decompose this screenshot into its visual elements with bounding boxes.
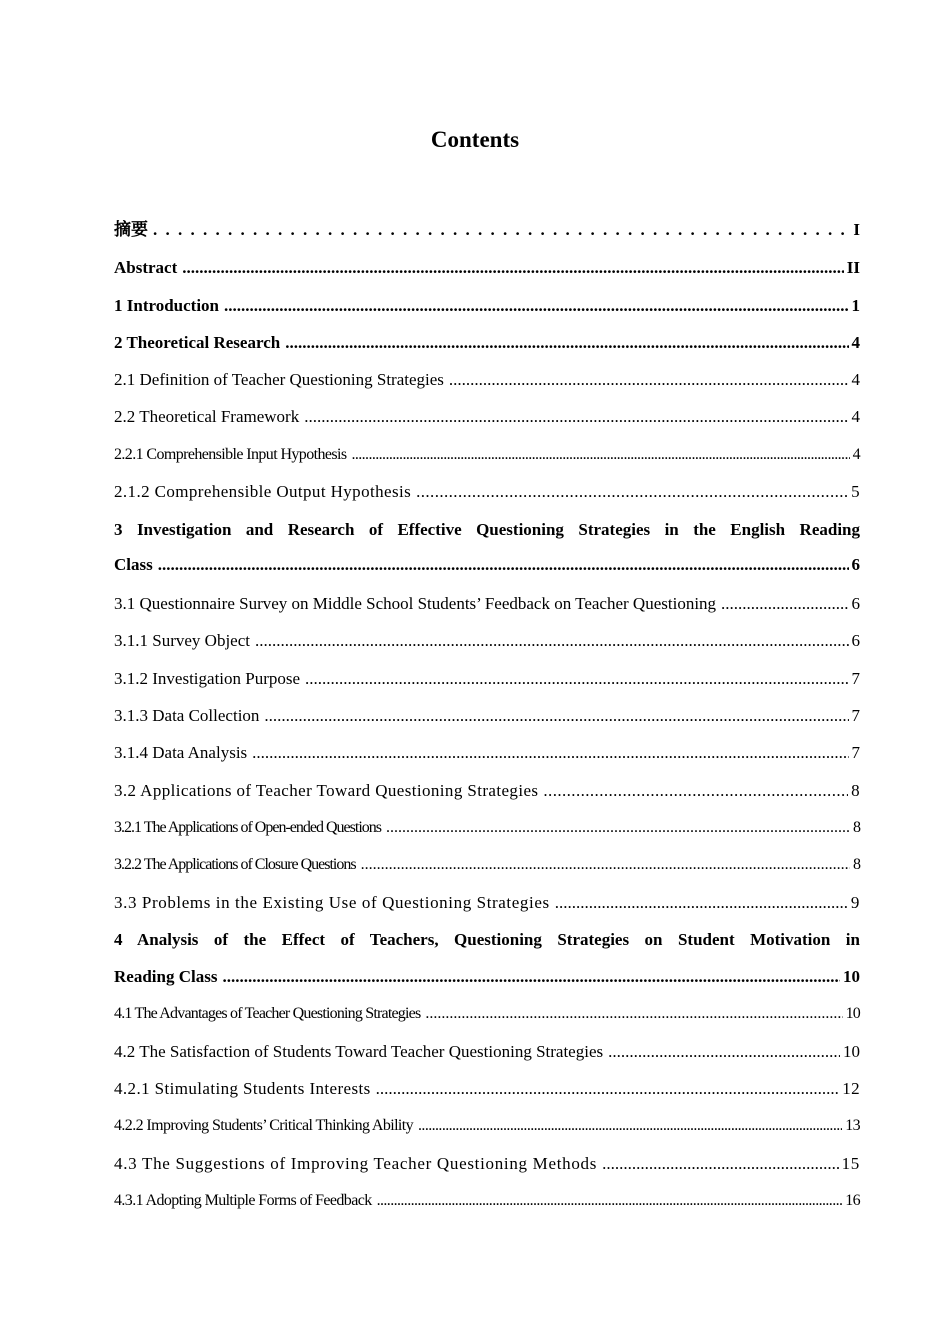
toc-entry-page: 6 bbox=[851, 594, 860, 613]
dot-leader bbox=[416, 481, 848, 503]
toc-entry-page: 15 bbox=[841, 1154, 860, 1173]
dot-leader bbox=[222, 966, 840, 988]
toc-entry-page: 16 bbox=[845, 1192, 860, 1209]
toc-entry-page: 8 bbox=[853, 856, 860, 873]
dot-leader bbox=[153, 219, 850, 241]
dot-leader bbox=[555, 892, 848, 914]
dot-leader bbox=[252, 742, 848, 764]
dot-leader bbox=[418, 1115, 842, 1137]
dot-leader bbox=[285, 332, 848, 354]
toc-entry-label: Abstract bbox=[114, 258, 178, 277]
toc-entry-label: 3.3 Problems in the Existing Use of Questioning Strategies bbox=[114, 893, 550, 912]
toc-entry-page: 10 bbox=[845, 1005, 860, 1022]
toc-entry-3-1-3[interactable] bbox=[114, 705, 860, 727]
toc-entry-page: 1 bbox=[851, 296, 860, 315]
toc-entry-3-1-1[interactable] bbox=[114, 630, 860, 652]
toc-entry-label: 3.2.2 The Applications of Closure Questions bbox=[114, 856, 356, 873]
toc-entry-4-3-1[interactable] bbox=[114, 1190, 860, 1212]
toc-entry-label: 3.1.1 Survey Object bbox=[114, 631, 250, 650]
toc-entry-label: 3.1.3 Data Collection bbox=[114, 706, 260, 725]
dot-leader bbox=[224, 295, 848, 317]
toc-entry-label: 3.2 Applications of Teacher Toward Questioning Strategies bbox=[114, 781, 539, 800]
toc-entry-3-1-2[interactable] bbox=[114, 668, 860, 690]
dot-leader bbox=[386, 817, 850, 839]
toc-entry-page: 8 bbox=[851, 781, 860, 800]
toc-entry-label: 3.2.1 The Applications of Open-ended Questions bbox=[114, 819, 381, 836]
toc-entry-label: 3.1 Questionnaire Survey on Middle School Students’ Feedback on Teacher Questioning bbox=[114, 594, 717, 613]
toc-entry-4-2-1[interactable] bbox=[114, 1078, 860, 1100]
dot-leader bbox=[264, 705, 848, 727]
toc-entry-page: 10 bbox=[843, 967, 860, 986]
dot-leader bbox=[305, 668, 848, 690]
toc-entry-4-2[interactable] bbox=[114, 1041, 860, 1063]
toc-entry-label: 2.1.2 Comprehensible Output Hypothesis bbox=[114, 482, 412, 501]
dot-leader bbox=[425, 1003, 842, 1025]
toc-entry-3-2[interactable] bbox=[114, 780, 860, 802]
toc-entry-page: 4 bbox=[851, 370, 860, 389]
toc-entry-3-1-4[interactable] bbox=[114, 742, 860, 764]
toc-entry-page: 4 bbox=[851, 333, 860, 352]
dot-leader bbox=[158, 554, 849, 576]
toc-entry-page: 4 bbox=[852, 446, 860, 463]
toc-entry-label: 4.3 The Suggestions of Improving Teacher Questioning Methods bbox=[114, 1154, 598, 1173]
dot-leader bbox=[351, 444, 849, 466]
toc-entry-3-2-2[interactable] bbox=[114, 854, 860, 876]
toc-entry-3-3[interactable] bbox=[114, 892, 860, 914]
toc-entry-label: Reading Class bbox=[114, 967, 218, 986]
toc-entry-label: 2.2 Theoretical Framework bbox=[114, 407, 300, 426]
toc-entry-label: 1 Introduction bbox=[114, 296, 220, 315]
toc-entry-page: 9 bbox=[850, 893, 860, 912]
dot-leader bbox=[602, 1153, 839, 1175]
dot-leader bbox=[304, 406, 848, 428]
toc-entry-page: 7 bbox=[851, 706, 860, 725]
toc-entry-2-1[interactable] bbox=[114, 369, 860, 391]
toc-entry-3-2-1[interactable] bbox=[114, 817, 860, 839]
toc-entry-page: 7 bbox=[851, 743, 860, 762]
dot-leader bbox=[361, 854, 850, 876]
toc-entry-introduction[interactable] bbox=[114, 295, 860, 317]
toc-entry-label: 3.1.2 Investigation Purpose bbox=[114, 669, 301, 688]
toc-entry-label: 4.2.2 Improving Students’ Critical Thinking Ability bbox=[114, 1117, 414, 1134]
toc-entry-2-2[interactable] bbox=[114, 406, 860, 428]
toc-entry-page: 5 bbox=[851, 482, 860, 501]
dot-leader bbox=[376, 1078, 840, 1100]
toc-entry-label: 4.3.1 Adopting Multiple Forms of Feedback bbox=[114, 1192, 372, 1209]
toc-entry-page: 10 bbox=[843, 1042, 860, 1061]
dot-leader bbox=[608, 1041, 840, 1063]
toc-entry-abstract-chinese[interactable] bbox=[114, 219, 860, 241]
toc-entry-label: 4.2 The Satisfaction of Students Toward Teacher Questioning Strategies bbox=[114, 1042, 604, 1061]
dot-leader bbox=[721, 593, 848, 615]
toc-entry-label: Class bbox=[114, 555, 153, 574]
toc-entry-4-2-2[interactable] bbox=[114, 1115, 860, 1137]
dot-leader bbox=[543, 780, 848, 802]
toc-entry-2-1-2[interactable] bbox=[114, 481, 860, 503]
toc-entry-theoretical-research[interactable] bbox=[114, 332, 860, 354]
toc-entry-abstract[interactable] bbox=[114, 257, 860, 279]
dot-leader bbox=[377, 1190, 843, 1212]
toc-entry-4-1[interactable] bbox=[114, 1003, 860, 1025]
toc-entry-page: I bbox=[853, 220, 860, 239]
toc-entry-label: 2 Theoretical Research bbox=[114, 333, 281, 352]
toc-entry-label: 4.2.1 Stimulating Students Interests bbox=[114, 1079, 371, 1098]
dot-leader bbox=[182, 257, 844, 279]
toc-entry-page: 12 bbox=[842, 1079, 860, 1098]
toc-entry-page: 4 bbox=[851, 407, 860, 426]
toc-entry-page: 6 bbox=[851, 631, 860, 650]
toc-entry-page: 13 bbox=[845, 1117, 860, 1134]
toc-entry-page: 6 bbox=[851, 555, 860, 574]
toc-entry-investigation[interactable] bbox=[114, 519, 860, 576]
contents-title: Contents bbox=[430, 127, 520, 152]
dot-leader bbox=[449, 369, 849, 391]
toc-entry-2-2-1[interactable] bbox=[114, 444, 860, 466]
toc-entry-label: 2.2.1 Comprehensible Input Hypothesis bbox=[114, 446, 347, 463]
toc-entry-page: II bbox=[846, 258, 860, 277]
toc-entry-page: 8 bbox=[853, 819, 860, 836]
toc-entry-label: 摘要 bbox=[114, 220, 148, 239]
toc-entry-analysis[interactable] bbox=[114, 929, 860, 988]
toc-entry-label: 4.1 The Advantages of Teacher Questioning Strategies bbox=[114, 1005, 421, 1022]
toc-entry-page: 7 bbox=[851, 669, 860, 688]
toc-entry-3-1[interactable] bbox=[114, 593, 860, 615]
toc-entry-label: 3.1.4 Data Analysis bbox=[114, 743, 248, 762]
toc-entry-label-line1: 3 Investigation and Research of Effective Questioning Strategies in the English Reading bbox=[114, 520, 860, 539]
dot-leader bbox=[255, 630, 849, 652]
toc-entry-label: 2.1 Definition of Teacher Questioning Strategies bbox=[114, 370, 444, 389]
toc-entry-4-3[interactable] bbox=[114, 1153, 860, 1175]
toc-entry-label-line1: 4 Analysis of the Effect of Teachers, Questioning Strategies on Student Motivation in bbox=[114, 930, 860, 949]
